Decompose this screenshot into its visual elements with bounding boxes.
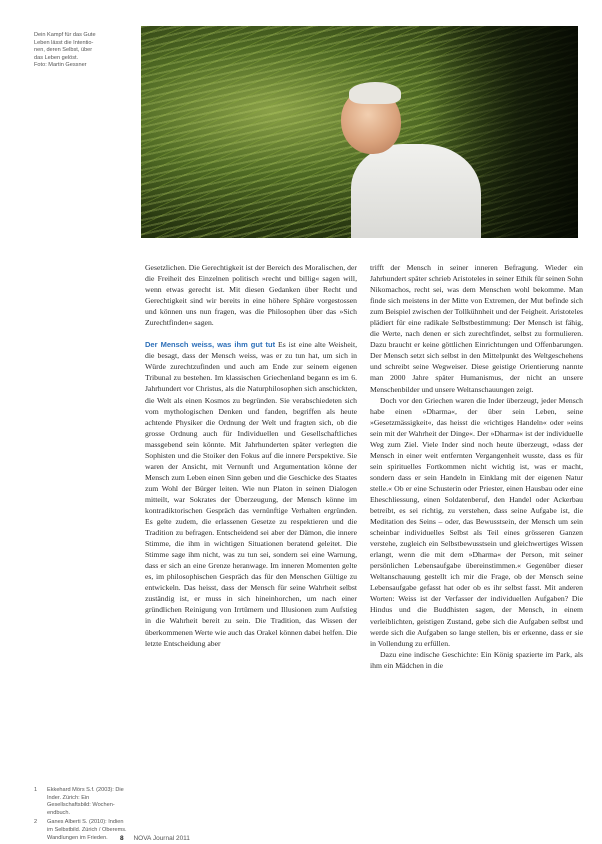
body-paragraph-with-subhead [145, 339, 357, 648]
photo-caption [34, 32, 134, 70]
section-subhead: Der Mensch weiss, was ihm gut tut [145, 340, 276, 350]
footnote-number: 2 [34, 819, 38, 826]
caption-line: Dein Kampf für das Gute [34, 32, 96, 38]
body-paragraph: Doch vor den Griechen waren die Inder überzeugt, jeder Mensch habe einen »Dharma«, der über sein Leben, seine »Gesetzmässigkeit«, das heisst die »richtiges Handeln« oder »eins sein mit der Wahrheit der Dinge«. Der »Dharma« ist der individuelle Weg zum Ziel. Viele Inder sind noch heute überzeugt, »dass der Mensch in einer weit entfernten Vergangenheit wusste, dass es für sein spirituelles Fortkommen nicht wichtig ist, was er macht, sondern dass er sein Handeln in Einklang mit der eigenen Natur stelle.« Ob er eine Schusterin oder Priester, einen Hausbau oder eine Eheschliessung, einen Soldatenberuf, den Handel oder Ackerbau betreibt, es sei richtig, zu verstehen, dass seine Aufgabe ist, die Meditation des Seins – oder, das Bewusstsein, der Mensch um sein scheinbar individuelles Selbst als Teil eines grösseren Ganzen verstehe, zugleich ein Selbstbewusstsein und gleichwertiges Wissen erlangt, wenn die mit dem »Dharma« der Person, mit seiner persönlichen Lebensaufgabe übereinstimmen.« Gegenüber dieser Weltanschauung gestellt ich mir die Frage, ob der Mensch seine Lebensaufgabe gefasst hat oder ob es ihr selbst fasst. Mit anderen Worten: Weiss ist der Verfasser der individuellen Aufgaben? Die Hindus und die Buddhisten sagen, der Mensch, in einem verleiblichten, geistigen Zustand, gebe sich die Aufgaben selbst und werde sich die Aufgaben so lange stellen, bis er erkenne, dass er sie in Vollendung zu erfüllen. [370, 395, 583, 648]
magazine-name: NOVA Journal 2011 [133, 835, 190, 842]
caption-line: nen, deren Selbst, über [34, 47, 93, 54]
footnote [34, 819, 129, 842]
article-column-right [370, 262, 583, 671]
body-paragraph: Gesetzlichen. Die Gerechtigkeit ist der Bereich des Moralischen, der die Freiheit des Einzelnen politisch »recht und billig« sagen will, wenn etwas gerecht ist. Mit diesen Gedanken über Recht und Gerechtigkeit sind wir bereits in eine höhere Sphäre vorgestossen und können uns nun fragen, was die Philosophen über das »Sich Zurechtfinden« sagen. [145, 263, 357, 328]
page-number: 8 [120, 835, 124, 842]
body-paragraph: trifft der Mensch in seiner inneren Befragung. Wieder ein Jahrhundert später schrieb Aristoteles in seiner Ethik für seinen Sohn Nikomachos, recht sei, was dem Menschen wohl bekomme. Man finde sich meistens in der Mitte von Extremen, der Mut befinde sich zum Beispiel zwischen der Tollkühnheit und der Feigheit. Aristoteles plädiert für eine radikale Selbstbestimmung: Der Mensch ist fähig, die Werte, nach denen er sich zurechtfindet, selbst zu formulieren. Dazu braucht er keine göttlichen Einrichtungen und Offenbarungen. Der Mensch setzt sich selbst in den Mittelpunkt des Weltgeschehens und schreibt seine Wegweiser. Diese geistige Orientierung nannte man 2000 Jahre später Humanismus, der nicht an unsere Menschenbilder und unsere Weltanschauungen zeigt. [370, 263, 583, 394]
footnote [34, 787, 129, 817]
body-paragraph: Es ist eine alte Weisheit, die besagt, dass der Mensch weiss, was er zu tun hat, um sich in Würde zurechtzufinden und auch am Ende zur seinem eigenen Tribunal zu bestehen. Im klassischen Griechenland begann es im 6. Jahrhundert vor Christus, als die Naturphilosophen sich anschickten, die Welt als einen Kosmos zu begründen. Sie verabschiedeten sich vom mythologischen Denken und fanden, begriffen als heute achtende Physiker die Ordnung der Welt und fragten sich, ob die grosse Ordnung auch für Individuellen und Gesellschaftliches massgebend sein könnte. Mit Jahrhunderten später verlegten die Sophisten und die Stoiker den Fokus auf die innere Perspektive. Sie waren der Ansicht, mit Vernunft und Argumentation könne der Mensch zum Leben einen Sinn geben und die Geschicke des Staates zum Wohl der Bürger leiten. Wie nun Platon in seinen Dialogen mitteilt, war Sokrates der Überzeugung, der Mensch könne im kontradiktorischen Gespräch das vernünftige Verhalten ergründen. Es gelte zudem, die erlassenen Gesetze zu respektieren und die Tradition zu befragen. Entscheidend sei aber der Dämon, die innere Stimme, die ihm in wichtigen Situationen beratend geleitet. Die Stimme sage ihm nicht, was zu tun sei, sondern sei eine Warnung, dass er sich an eine Grenze heranwage. Im inneren Momenten gelte es, im philosophischen Gespräch das für den Menschen Gültige zu entwickeln. Das heisst, dass der Mensch für seine Wahrheit selbst zuständig ist, er muss in sich hineinhorchen, um nach einer gründlichen Reinigung von Irrtümern und Illusionen zum Aufstieg in die Wahrheit bereit zu sein. Die Tradition, das Wissen der überkommenen Werte wie auch das Orakel können dabei helfen. Die letzte Entscheidung aber [145, 340, 358, 648]
photo-hair [349, 82, 401, 104]
article-column-left [145, 262, 357, 649]
photo-credit: Foto: Martin Gessner [34, 62, 87, 69]
photo-shirt [351, 144, 481, 238]
footnote-number: 1 [34, 787, 38, 793]
caption-line: das Leben gelöst. [34, 54, 79, 61]
footnotes [34, 787, 129, 844]
footnote-text: Ganes Alberti S. (2010): Indien im Selbstbild. Zürich / Oberems. Wandlungen im Frieden. [47, 819, 127, 841]
body-paragraph: Dazu eine indische Geschichte: Ein König spazierte im Park, als ihm ein Mädchen in die [370, 649, 583, 670]
article-photo [141, 26, 578, 238]
caption-line: Leben lässt die Intentio- [34, 39, 94, 46]
footnote-text: Ekkehard Mörs S.f. (2003): Die Inder. Zürich: Ein Gesellschaftsbild: Wochenendbuch. [47, 787, 124, 816]
